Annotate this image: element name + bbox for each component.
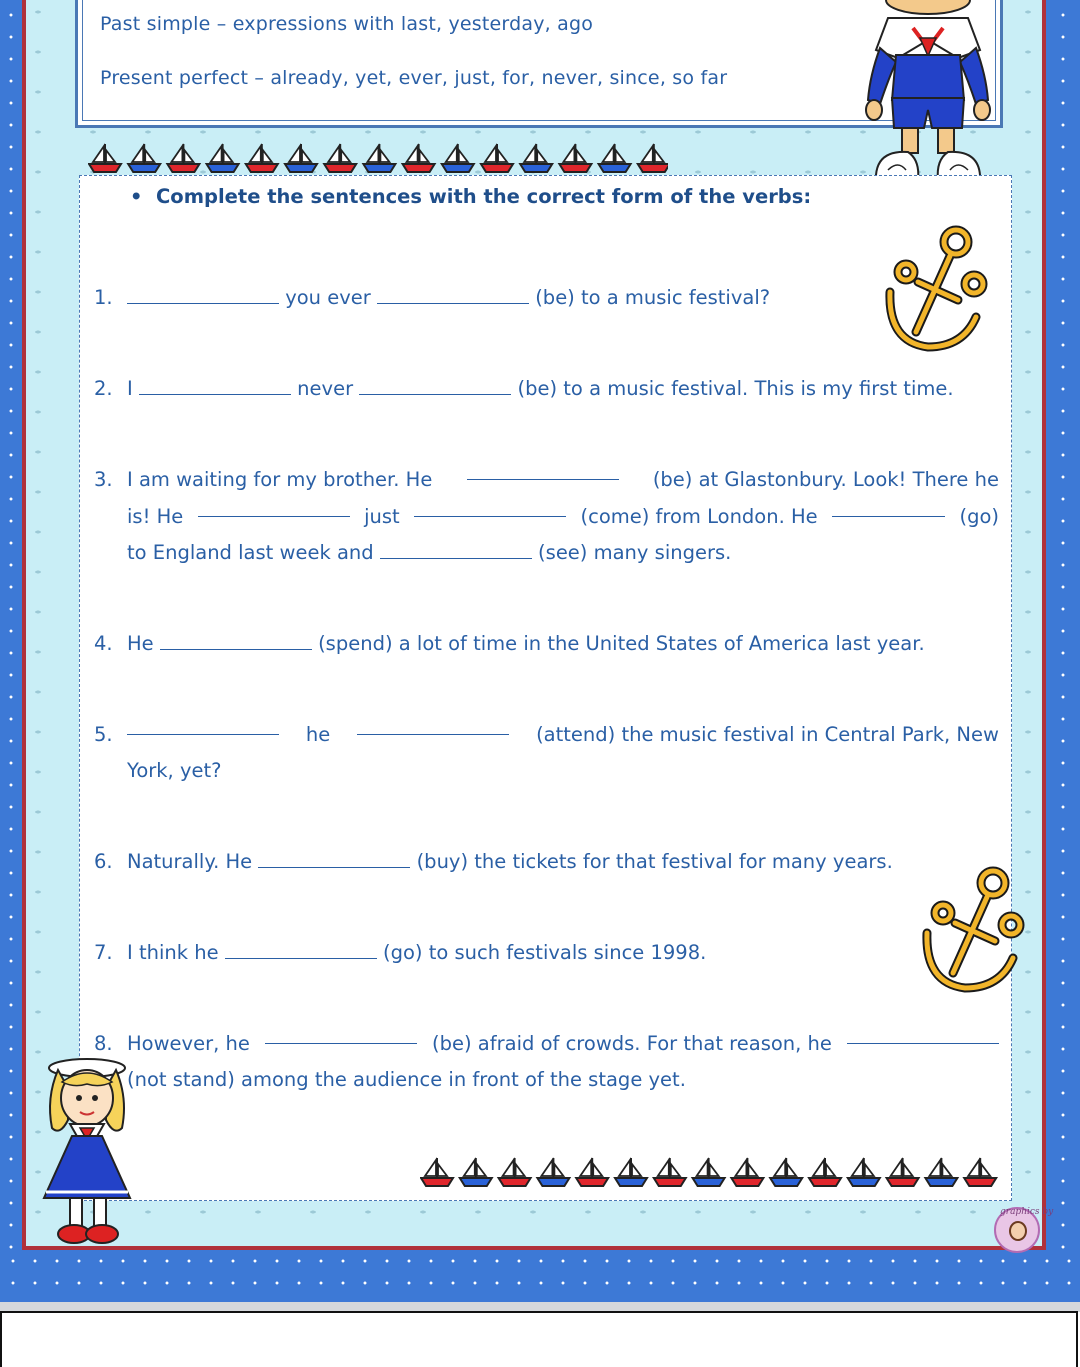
boat-icon (731, 1158, 763, 1186)
boat-icon (654, 1158, 686, 1186)
watermark-badge (994, 1207, 1054, 1253)
right-dotted-border (1046, 0, 1080, 1305)
boat-icon (520, 144, 552, 172)
answer-blank[interactable] (467, 461, 619, 480)
boat-row-bottom (420, 1156, 1000, 1188)
boat-icon (246, 144, 278, 172)
boat-icon (442, 144, 474, 172)
answer-blank[interactable] (198, 498, 350, 517)
left-dotted-border (0, 0, 22, 1305)
boat-icon (770, 1158, 802, 1186)
question-number: 2. (94, 377, 113, 400)
exercise-area: • Complete the sentences with the correct form of the verbs: 1. you ever (be) to a music festival? 2. I never (be) to a music festival. This is my first time. 3. I am waiting for my brother. He (be) at Glastonbury. Look! There he is! He just (come) from London. He (go) to England last week and (see) many singers. 4. He (spend) a lot of time in the United States of America last year. 5. he (attend) the music festival in Central Park, New York, yet? 6. Naturally. He (buy) the tickets for that festival for many years. 7. I think he (go) to such festivals since 1998. 8. However, he (be) afraid of crowds. For that reason, he (not stand) among the audience in front of the stage yet. (79, 175, 1012, 1201)
question-number: 4. (94, 632, 113, 655)
question-number: 8. (94, 1032, 113, 1055)
boat-icon (599, 144, 631, 172)
boat-icon (89, 144, 121, 172)
boat-row-top (88, 142, 668, 174)
answer-blank[interactable] (139, 376, 291, 395)
anchor-icon (915, 863, 1025, 1003)
answer-blank[interactable] (258, 849, 410, 868)
watermark-text: graphics by (1000, 1207, 1054, 1217)
boat-icon (499, 1158, 531, 1186)
answer-blank[interactable] (225, 940, 377, 959)
boat-icon (460, 1158, 492, 1186)
answer-blank[interactable] (127, 285, 279, 304)
boat-icon (848, 1158, 880, 1186)
boat-icon (925, 1158, 957, 1186)
next-page-edge (0, 1311, 1078, 1367)
boat-icon (167, 144, 199, 172)
boat-icon (638, 144, 668, 172)
boat-icon (693, 1158, 725, 1186)
boat-icon (207, 144, 239, 172)
boat-icon (421, 1158, 453, 1186)
boat-icon (537, 1158, 569, 1186)
answer-blank[interactable] (380, 540, 532, 559)
answer-blank[interactable] (847, 1025, 999, 1044)
answer-blank[interactable] (357, 716, 509, 735)
face-icon (1009, 1221, 1027, 1241)
answer-blank[interactable] (832, 498, 945, 517)
boat-icon (615, 1158, 647, 1186)
bottom-dotted-border (0, 1250, 1080, 1305)
question-number: 5. (94, 723, 113, 746)
question-number: 1. (94, 286, 113, 309)
boat-icon (128, 144, 160, 172)
question-number: 3. (94, 468, 113, 491)
answer-blank[interactable] (377, 285, 529, 304)
sailor-girl-icon (40, 1058, 135, 1248)
boat-icon (403, 144, 435, 172)
question-number: 6. (94, 850, 113, 873)
boat-icon (285, 144, 317, 172)
anchor-icon (878, 222, 988, 362)
boat-icon (576, 1158, 608, 1186)
answer-blank[interactable] (414, 498, 566, 517)
boat-icon (964, 1158, 996, 1186)
header-line-2: Present perfect – already, yet, ever, just, for, never, since, so far (100, 67, 728, 89)
instruction-text: Complete the sentences with the correct form of the verbs: (156, 185, 812, 208)
header-line-1: Past simple – expressions with last, yesterday, ago (100, 13, 594, 35)
boat-icon (363, 144, 395, 172)
boat-icon (559, 144, 591, 172)
question-number: 7. (94, 941, 113, 964)
boat-icon (481, 144, 513, 172)
answer-blank[interactable] (127, 716, 279, 735)
boat-icon (324, 144, 356, 172)
answer-blank[interactable] (359, 376, 511, 395)
answer-blank[interactable] (265, 1025, 417, 1044)
boat-icon (809, 1158, 841, 1186)
sailor-boy-icon (858, 0, 998, 200)
boat-icon (887, 1158, 919, 1186)
answer-blank[interactable] (160, 631, 312, 650)
instruction: • Complete the sentences with the correct form of the verbs: (130, 185, 812, 208)
